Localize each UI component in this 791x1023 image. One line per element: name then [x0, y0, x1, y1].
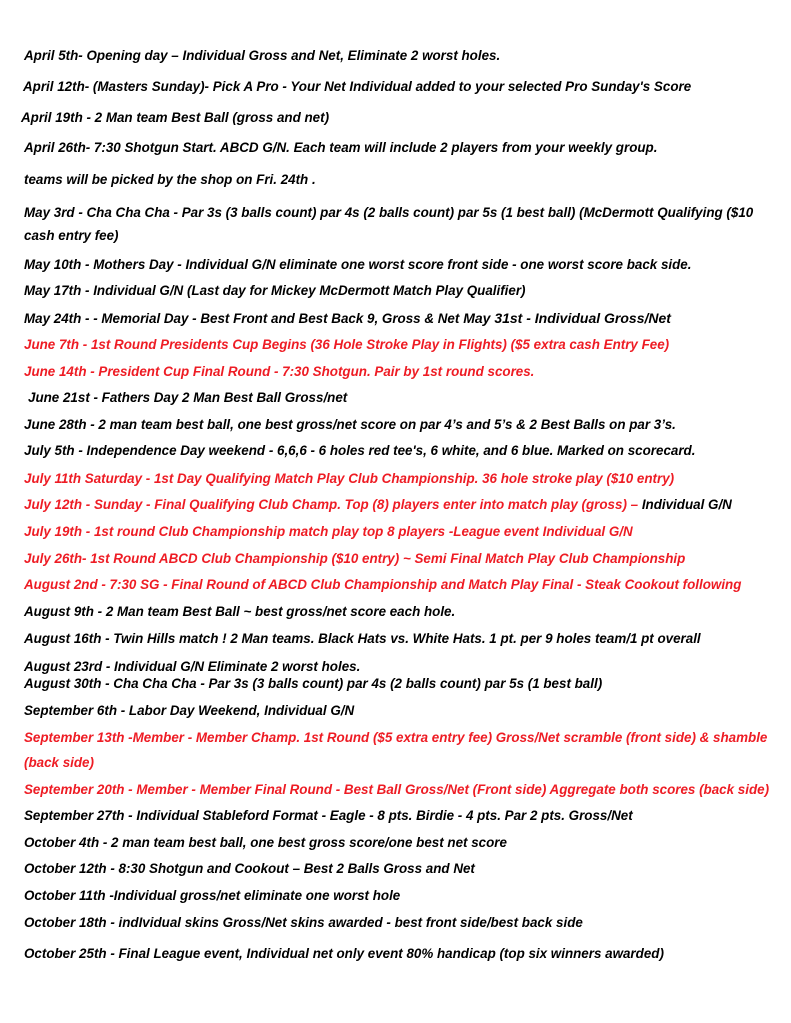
event-line: August 9th - 2 Man team Best Ball ~ best gross/net score each hole. [24, 604, 456, 619]
event-text: July 12th - Sunday - Final Qualifying Club Champ. Top (8) players enter into match play (gross) – [24, 497, 639, 512]
event-line: May 10th - Mothers Day - Individual G/N eliminate one worst score front side - one worst score back side. [24, 257, 692, 272]
event-line: April 19th - 2 Man team Best Ball (gross and net) [21, 110, 330, 125]
event-line: September 20th - Member - Member Final Round - Best Ball Gross/Net (Front side) Aggregate both scores (back side) [24, 782, 770, 797]
event-line: August 16th - Twin Hills match ! 2 Man teams. Black Hats vs. White Hats. 1 pt. per 9 holes team/1 pt overall [24, 631, 701, 646]
event-line: April 12th- (Masters Sunday)- Pick A Pro - Your Net Individual added to your selected Pro Sunday's Score [23, 79, 692, 94]
event-line [24, 310, 671, 327]
event-line: May 17th - Individual G/N (Last day for Mickey McDermott Match Play Qualifier) [24, 283, 526, 298]
event-line: July 26th- 1st Round ABCD Club Championship ($10 entry) ~ Semi Final Match Play Club Championship [24, 551, 686, 566]
event-line: August 23rd - Individual G/N Eliminate 2 worst holes. [24, 659, 361, 674]
event-line: May 3rd - Cha Cha Cha - Par 3s (3 balls count) par 4s (2 balls count) par 5s (1 best ball) (McDermott Qualifying ($10 [24, 205, 754, 220]
event-extra: Individual G/N [638, 497, 732, 512]
event-line: June 7th - 1st Round Presidents Cup Begins (36 Hole Stroke Play in Flights) ($5 extra cash Entry Fee) [24, 337, 670, 352]
event-line: June 28th - 2 man team best ball, one best gross/net score on par 4’s and 5’s & 2 Best Balls on par 3’s. [24, 417, 676, 432]
event-line: July 11th Saturday - 1st Day Qualifying Match Play Club Championship. 36 hole stroke play ($10 entry) [24, 471, 675, 486]
event-line: July 19th - 1st round Club Championship match play top 8 players -League event Individual G/N [24, 524, 633, 539]
event-line: April 5th- Opening day – Individual Gross and Net, Eliminate 2 worst holes. [24, 48, 501, 63]
event-line: June 21st - Fathers Day 2 Man Best Ball Gross/net [28, 390, 348, 405]
event-text: May 24th - - Memorial Day - Best Front and Best Back 9, Gross & Net [24, 311, 460, 326]
event-line: October 18th - indIvidual skins Gross/Net skins awarded - best front side/best back side [24, 915, 583, 930]
event-line: April 26th- 7:30 Shotgun Start. ABCD G/N. Each team will include 2 players from your weekly group. [24, 140, 658, 155]
event-line: July 5th - Independence Day weekend - 6,6,6 - 6 holes red tee's, 6 white, and 6 blue. Marked on scorecard. [24, 443, 696, 458]
event-line: October 4th - 2 man team best ball, one best gross score/one best net score [24, 835, 507, 850]
event-line: October 12th - 8:30 Shotgun and Cookout – Best 2 Balls Gross and Net [24, 861, 475, 876]
event-line: October 25th - Final League event, Individual net only event 80% handicap (top six winners awarded) [24, 946, 664, 961]
event-line: teams will be picked by the shop on Fri. 24th . [24, 172, 316, 187]
event-line: June 14th - President Cup Final Round - 7:30 Shotgun. Pair by 1st round scores. [24, 364, 535, 379]
event-line: August 2nd - 7:30 SG - Final Round of ABCD Club Championship and Match Play Final - Steak Cookout following [24, 577, 742, 592]
event-line: September 6th - Labor Day Weekend, Individual G/N [24, 703, 355, 718]
event-line: (back side) [24, 755, 94, 770]
event-line: October 11th -Individual gross/net eliminate one worst hole [24, 888, 401, 903]
event-line: September 13th -Member - Member Champ. 1st Round ($5 extra entry fee) Gross/Net scramble (front side) & shamble [24, 730, 768, 745]
event-line: cash entry fee) [24, 228, 119, 243]
event-line: August 30th - Cha Cha Cha - Par 3s (3 balls count) par 4s (2 balls count) par 5s (1 best ball) [24, 676, 603, 691]
event-line [24, 497, 732, 513]
event-line: September 27th - Individual Stableford Format - Eagle - 8 pts. Birdie - 4 pts. Par 2 pts. Gross/Net [24, 808, 633, 823]
event-extra: May 31st - Individual Gross/Net [459, 310, 671, 326]
